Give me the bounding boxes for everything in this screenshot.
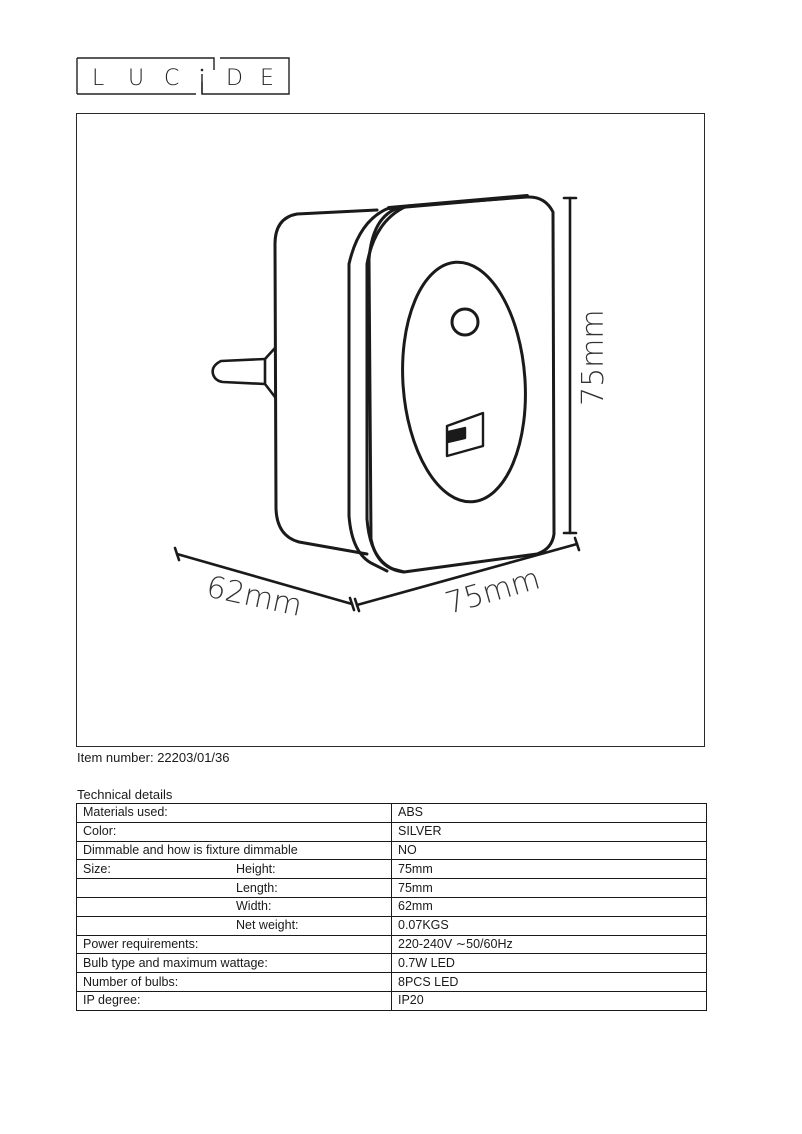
svg-text:C: C [164, 66, 180, 91]
spec-value: 75mm [392, 860, 707, 879]
svg-text:L: L [92, 66, 105, 91]
spec-sublabel: Length: [236, 880, 278, 895]
spec-label [77, 879, 392, 898]
logo-letters [92, 66, 274, 91]
spec-value: 8PCS LED [392, 973, 707, 992]
table-row [77, 841, 707, 860]
table-row [77, 897, 707, 916]
item-number: Item number: 22203/01/36 [77, 750, 230, 765]
table-row [77, 879, 707, 898]
spec-value: ABS [392, 804, 707, 823]
brand-logo [76, 56, 290, 96]
spec-value: SILVER [392, 822, 707, 841]
product-drawing-frame [76, 113, 705, 747]
product-line-drawing [77, 114, 706, 748]
spec-label: Power requirements: [77, 935, 392, 954]
technical-details-table [76, 803, 707, 1011]
spec-label: Dimmable and how is fixture dimmable [77, 841, 392, 860]
plug-pin [213, 359, 265, 384]
table-row [77, 804, 707, 823]
table-row [77, 916, 707, 935]
length-dimension-label: 75mm [441, 561, 545, 622]
spec-group-label: Size: [83, 861, 111, 876]
table-row [77, 935, 707, 954]
svg-text:D: D [226, 66, 243, 91]
spec-sublabel: Net weight: [236, 918, 299, 933]
spec-value: 0.07KGS [392, 916, 707, 935]
technical-details-title: Technical details [77, 787, 173, 802]
plug-pin-base [265, 348, 275, 397]
width-dimension-label: 62mm [203, 569, 306, 624]
svg-text:U: U [128, 66, 145, 91]
table-row [77, 973, 707, 992]
spec-value: 62mm [392, 897, 707, 916]
lucide-logo-mark [76, 56, 290, 96]
table-row [77, 860, 707, 879]
device-side-band-inner [367, 206, 407, 572]
logo-i-dot [201, 69, 204, 72]
spec-label: Materials used: [77, 804, 392, 823]
svg-text:E: E [260, 66, 274, 91]
switch-slider [448, 428, 465, 442]
spec-value: NO [392, 841, 707, 860]
spec-label [77, 916, 392, 935]
height-dimension-label: 75mm [576, 309, 611, 406]
spec-value: 75mm [392, 879, 707, 898]
spec-label [77, 897, 392, 916]
light-sensor-icon [452, 309, 478, 335]
spec-label: Color: [77, 822, 392, 841]
spec-label: Number of bulbs: [77, 973, 392, 992]
spec-sublabel: Height: [236, 861, 276, 876]
spec-label [77, 860, 392, 879]
spec-value: 220-240V ∼50/60Hz [392, 935, 707, 954]
device-back-body [275, 210, 377, 554]
table-row [77, 822, 707, 841]
spec-label: Bulb type and maximum wattage: [77, 954, 392, 973]
spec-label: IP degree: [77, 991, 392, 1010]
table-row [77, 991, 707, 1010]
sensor-panel-oval [395, 258, 533, 506]
spec-sublabel: Width: [236, 899, 272, 914]
table-row [77, 954, 707, 973]
spec-value: IP20 [392, 991, 707, 1010]
spec-value: 0.7W LED [392, 954, 707, 973]
